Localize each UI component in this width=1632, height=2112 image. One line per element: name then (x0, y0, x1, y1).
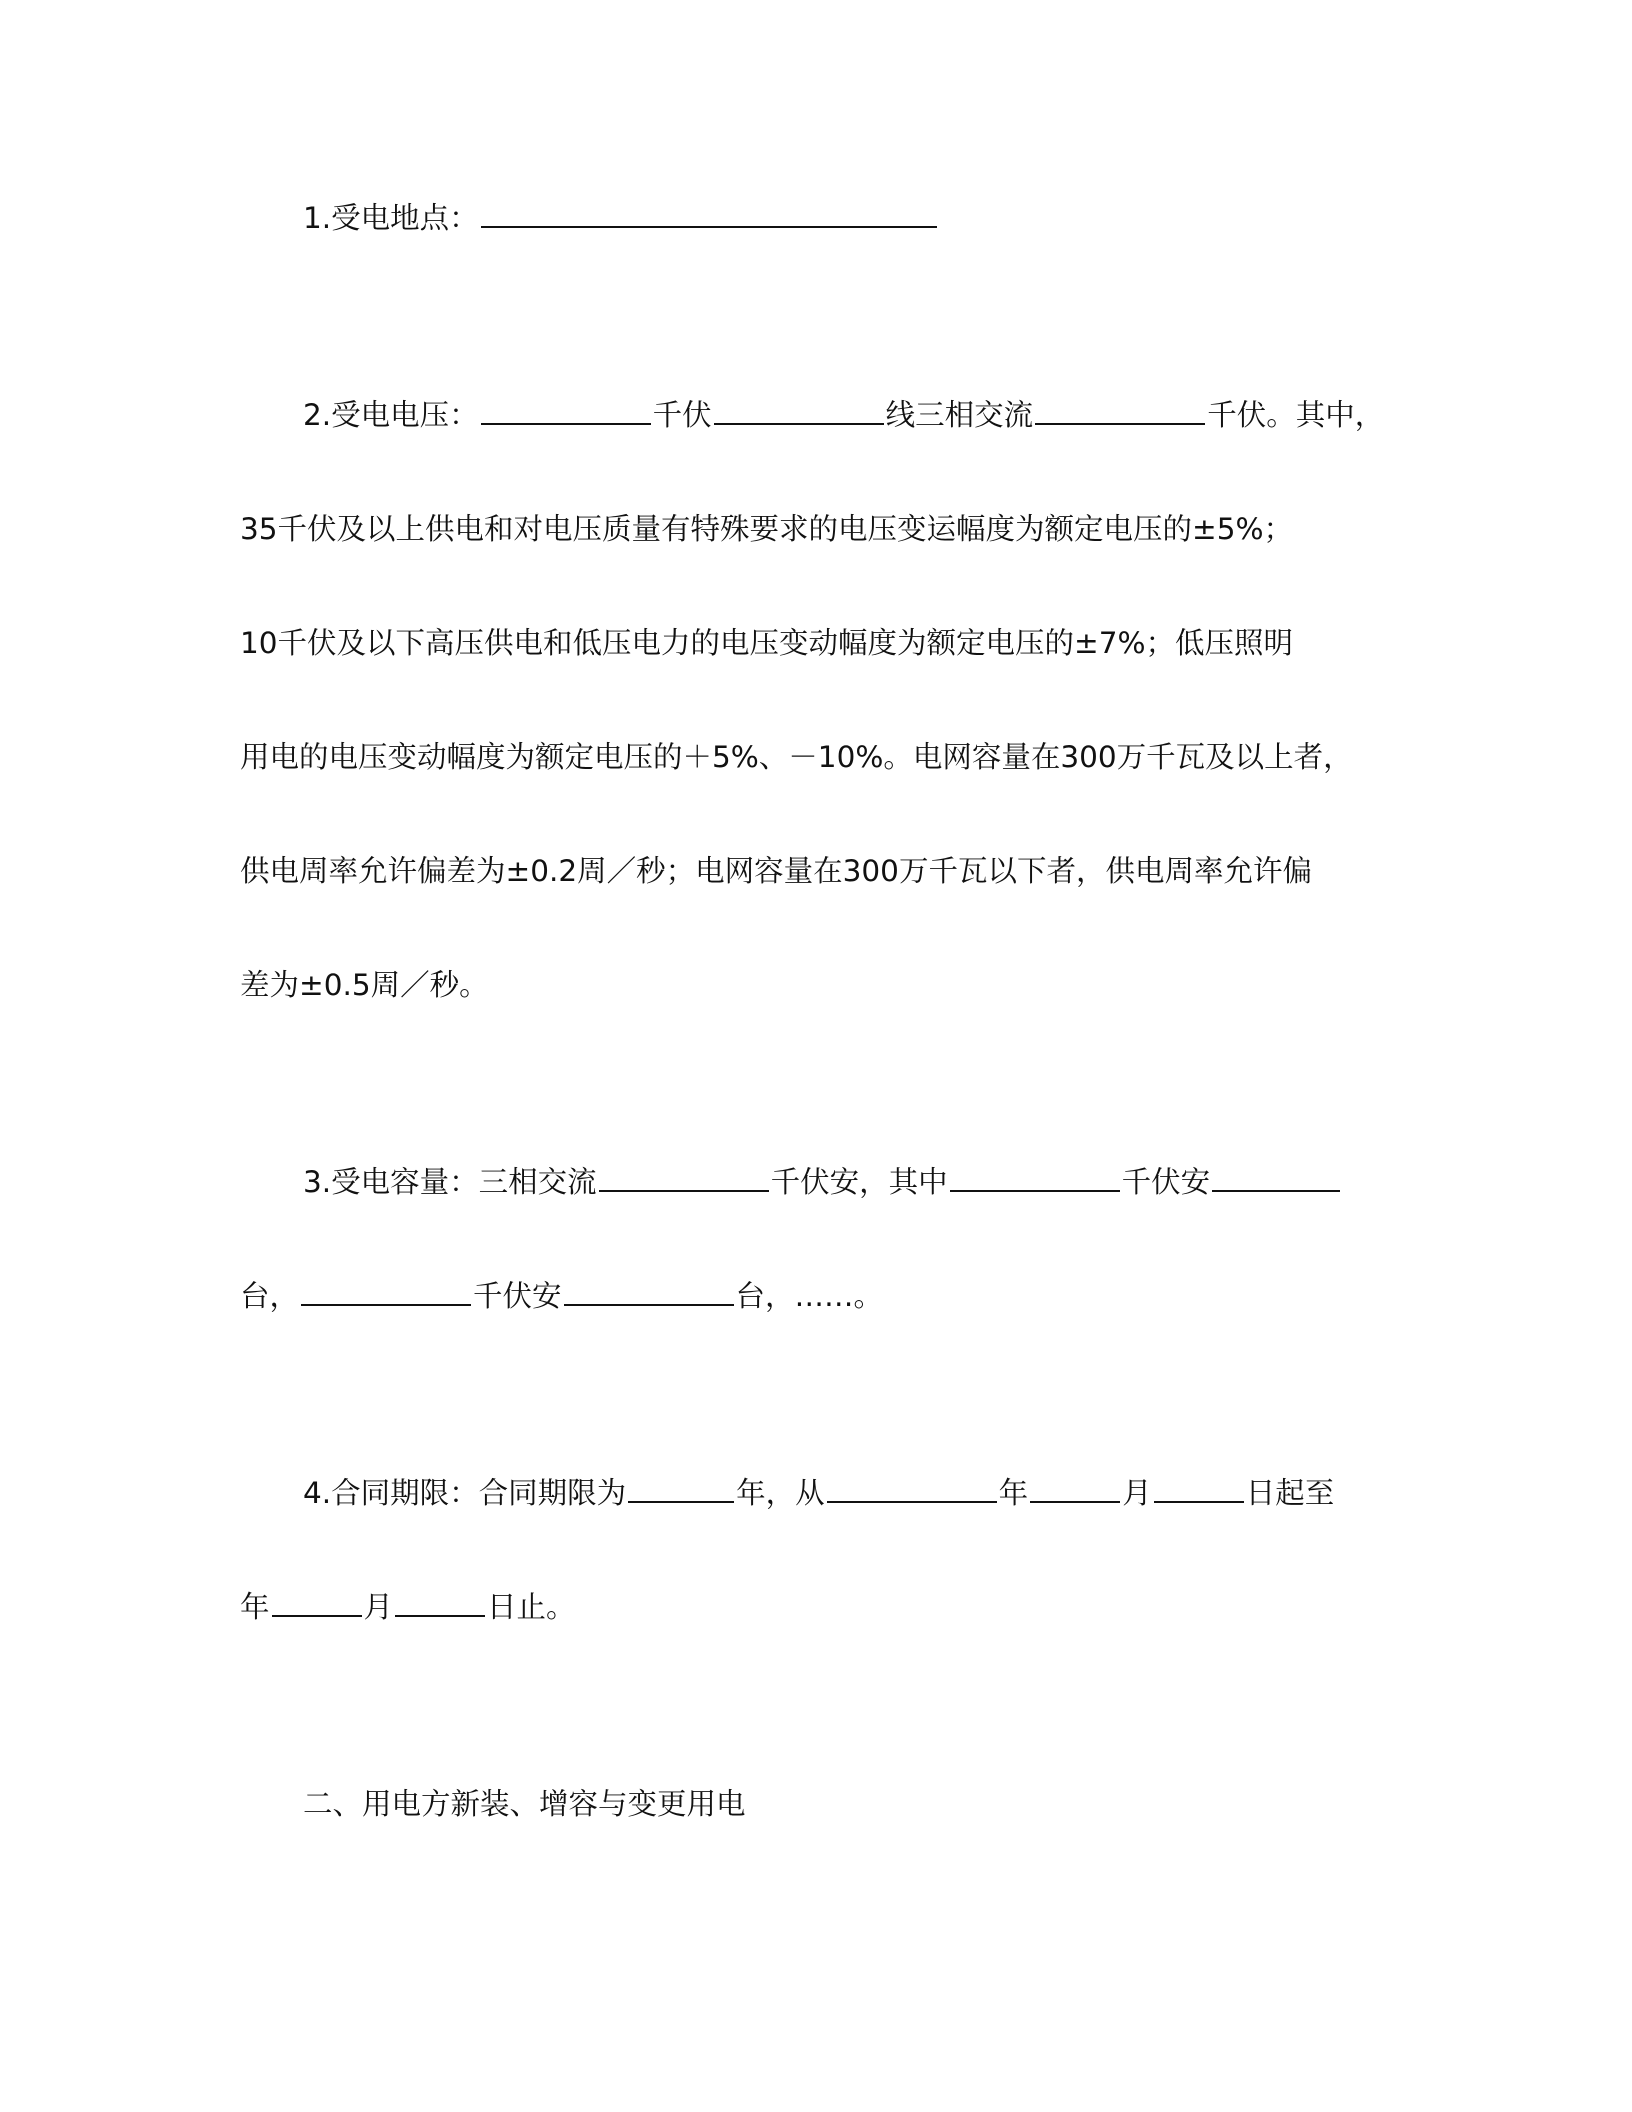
item1-line (303, 198, 939, 238)
voltage-blank-3[interactable] (1035, 397, 1205, 425)
item3-line1 (303, 1162, 1342, 1202)
capacity-blank-3[interactable] (1212, 1164, 1340, 1192)
term-from-text: 年，从 (736, 1476, 825, 1510)
item2-line3: 10千伏及以下高压供电和低压电力的电压变动幅度为额定电压的±7%；低压照明 (240, 626, 1294, 660)
item2-line1 (303, 395, 1384, 435)
end-day-unit: 日止。 (487, 1590, 576, 1624)
capacity-blank-1[interactable] (599, 1164, 769, 1192)
voltage-phase-text: 线三相交流 (885, 398, 1034, 432)
item3-line2 (240, 1276, 883, 1316)
item4-line2 (240, 1587, 576, 1627)
capacity-label: 3.受电容量：三相交流 (303, 1165, 597, 1199)
capacity-blank-4[interactable] (301, 1278, 471, 1306)
item2-line4: 用电的电压变动幅度为额定电压的＋5%、－10%。电网容量在300万千瓦及以上者， (240, 740, 1353, 774)
start-day-blank[interactable] (1154, 1475, 1244, 1503)
capacity-count-2: 台，……。 (735, 1279, 884, 1313)
start-year-unit: 年 (998, 1476, 1029, 1510)
item1-label: 1.受电地点： (303, 201, 479, 235)
capacity-text-1: 千伏安，其中 (770, 1165, 948, 1199)
voltage-unit-1: 千伏 (652, 398, 712, 432)
location-blank[interactable] (481, 200, 937, 228)
term-years-blank[interactable] (628, 1475, 734, 1503)
start-month-unit: 月 (1122, 1476, 1152, 1510)
start-month-blank[interactable] (1030, 1475, 1120, 1503)
item2-line5: 供电周率允许偏差为±0.2周／秒；电网容量在300万千瓦以下者，供电周率允许偏 (240, 854, 1312, 888)
capacity-unit-1: 千伏安 (1121, 1165, 1211, 1199)
capacity-unit-2: 千伏安 (473, 1279, 562, 1313)
start-day-unit: 日起至 (1245, 1476, 1335, 1510)
item4-line1 (303, 1473, 1334, 1513)
voltage-blank-1[interactable] (481, 397, 651, 425)
capacity-count-1: 台， (240, 1279, 300, 1313)
end-year-unit: 年 (240, 1590, 270, 1624)
end-month-unit: 月 (363, 1590, 394, 1624)
voltage-label: 2.受电电压： (303, 398, 479, 432)
end-month-blank[interactable] (272, 1589, 362, 1617)
capacity-blank-5[interactable] (564, 1278, 734, 1306)
term-label: 4.合同期限：合同期限为 (303, 1476, 627, 1510)
section2-heading: 二、用电方新装、增容与变更用电 (303, 1787, 746, 1821)
item2-line2: 35千伏及以上供电和对电压质量有特殊要求的电压变运幅度为额定电压的±5%； (240, 512, 1294, 546)
capacity-blank-2[interactable] (950, 1164, 1120, 1192)
voltage-unit-2: 千伏。其中， (1207, 398, 1385, 432)
voltage-blank-2[interactable] (714, 397, 884, 425)
start-year-blank[interactable] (827, 1475, 997, 1503)
item2-line6: 差为±0.5周／秒。 (240, 968, 489, 1002)
end-day-blank[interactable] (395, 1589, 485, 1617)
